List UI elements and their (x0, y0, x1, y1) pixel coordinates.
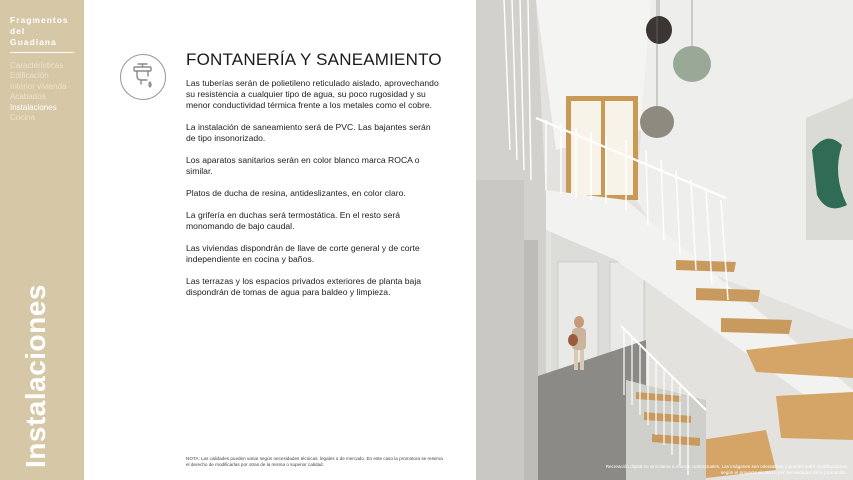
brand-line-1: Fragmentos (10, 15, 69, 25)
faucet-icon (120, 54, 166, 100)
paragraph-tuberias: Las tuberías serán de polietileno reticulado aislado, aprovechando su resistencia a cualquier tipo de agua, su poco rugosidad y su menor conductividad térmica frente a los metales como el cobre. (186, 78, 439, 110)
nav-item-edificacion[interactable]: Edificación (10, 71, 49, 81)
content-panel (84, 0, 476, 480)
brand-divider (10, 52, 74, 53)
render-disclaimer: Recreación digital no vinculante a efectos contractuales. Las imágenes son orientativas y pueden sufrir modificaciones según el proyecto técnico o por necesidades de la promoción. (605, 464, 847, 475)
paragraph-terrazas: Las terrazas y los espacios privados exteriores de planta baja dispondrán de tomas de agua para baldeo y limpieza. (186, 276, 422, 297)
paragraph-platos-ducha: Platos de ducha de resina, antideslizantes, en color claro. (186, 188, 406, 198)
brand-logo[interactable] (10, 15, 69, 48)
section-body (186, 78, 441, 309)
nav-item-caracteristicas[interactable]: Características (10, 61, 64, 70)
nav-item-interior-vivienda[interactable]: Interior vivienda (10, 81, 67, 91)
staircase-render-image (476, 0, 853, 480)
brand-line-3: Guadiana (10, 37, 57, 47)
nav-item-instalaciones[interactable]: Instalaciones (10, 102, 57, 112)
section-nav (10, 61, 66, 123)
paragraph-griferia: La grifería en duchas será termostática. En el resto será monomando de bajo caudal. (186, 210, 400, 231)
legal-note: NOTA: Las calidades pueden variar según necesidades técnicas, legales o de mercado. En este caso la promotora se reserva el derecho de modificarlas por otras de la misma o superior calidad. (186, 456, 443, 467)
paragraph-saneamiento: La instalación de saneamiento será de PVC. Las bajantes serán de tipo insonorizado. (186, 122, 431, 143)
paragraph-aparatos-sanitarios: Los aparatos sanitarios serán en color blanco marca ROCA o similar. (186, 155, 420, 176)
nav-item-cocina[interactable]: Cocina (10, 113, 35, 123)
brand-line-2: del (10, 26, 26, 36)
nav-item-acabados[interactable]: Acabados (10, 92, 46, 102)
section-title: FONTANERÍA Y SANEAMIENTO (186, 50, 442, 69)
sidebar (0, 0, 84, 480)
paragraph-llaves-corte: Las viviendas dispondrán de llave de corte general y de corte independiente en cocina y baños. (186, 243, 420, 264)
vertical-page-title: Instalaciones (20, 284, 51, 468)
